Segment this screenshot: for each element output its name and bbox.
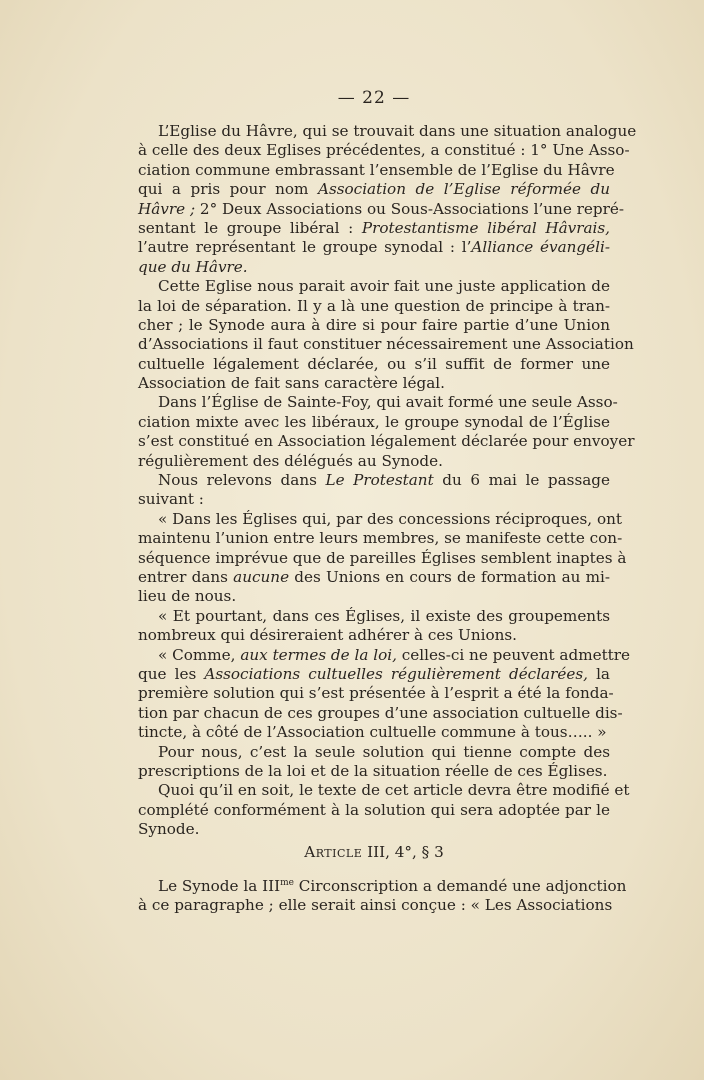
text-line: nombreux qui désireraient adhérer à ces Unions. [138,626,518,645]
paragraph-application [138,277,634,393]
text-run: celles-ci ne peuvent admettre [396,645,631,664]
text-line [138,180,610,199]
text-line: régulièrement des délégués au Synode. [138,451,443,470]
text-line: première solution qui s’est présentée à l’esprit a été la fonda- [138,684,614,703]
paragraph-sainte-foy [138,393,635,471]
text-run: la [587,664,610,683]
italic-emphasis: aux termes de la loi, [240,645,397,664]
paragraph-modification [138,781,630,839]
body-text [138,122,637,916]
paragraph-havre [138,122,637,277]
text-run: sentant le groupe libéral : [138,218,362,237]
text-line: ciation commune embrassant l’ensemble de l’Eglise du Hâvre [138,160,615,179]
article-number: III, 4°, § 3 [362,843,444,862]
text-run: des Unions en cours de formation au mi- [289,567,611,586]
text-line [138,665,610,684]
text-run: « Comme, [158,645,241,664]
paragraph-quote-1 [138,509,627,607]
paragraph-quote-3 [138,645,631,743]
text-line: à celle des deux Eglises précédentes, a constitué : 1° Une Asso- [138,141,630,160]
text-run: qui a pris pour nom [138,180,318,199]
text-run: que les [138,664,205,683]
text-line [138,568,610,587]
text-line [138,219,610,238]
paragraph-quote-2 [138,607,610,646]
text-line: à ce paragraphe ; elle serait ainsi conçue : « Les Associations [138,896,613,915]
text-line: Cette Eglise nous parait avoir fait une juste application de [158,277,610,296]
text-line: d’Associations il faut constituer nécessairement une Association [138,335,634,354]
text-line: Quoi qu’il en soit, le texte de cet article devra être modifié et [158,781,630,800]
article-heading [138,843,610,862]
text-line: Dans l’Église de Sainte-Foy, qui avait formé une seule Asso- [158,393,618,412]
text-line: Pour nous, c’est la seule solution qui tienne compte des [158,742,610,761]
text-line: L’Eglise du Hâvre, qui se trouvait dans une situation analogue [158,122,637,140]
text-line [138,258,610,277]
text-line [138,471,610,490]
paragraph-solution [138,743,610,782]
paragraph-synode [138,876,627,916]
text-run: Circonscription a demandé une adjonction [293,876,627,895]
paragraph-protestant [138,471,610,510]
italic-title: Hâvre ; [138,199,196,218]
text-line [138,199,624,219]
text-line: complété conformément à la solution qui sera adoptée par le [138,800,610,819]
italic-title: Alliance évangéli- [471,238,610,257]
italic-emphasis: Associations cultuelles régulièrement déclarées, [204,664,588,683]
text-run: Nous relevons dans [158,471,326,490]
text-line: cultuelle légalement déclarée, ou s’il suffit de former une [138,354,610,373]
text-run: Le Synode la III [158,876,281,895]
text-line: s’est constitué en Association légalement déclarée pour envoyer [138,432,635,451]
text-line: tincte, à côté de l’Association cultuelle commune à tous….. » [138,723,607,742]
italic-title: Association de l’Eglise réformée du [317,180,610,199]
text-line: Synode. [138,820,200,839]
page-number: — 22 — [337,88,411,108]
text-line: lieu de nous. [138,587,237,606]
italic-title: Protestantisme libéral Hâvrais, [361,218,610,237]
text-line [138,876,627,896]
text-line: ciation mixte avec les libéraux, le groupe synodal de l’Église [138,412,610,431]
text-line: suivant : [138,490,204,509]
italic-title: que du Hâvre. [138,257,248,276]
text-run: entrer dans [138,567,234,586]
text-line [138,238,610,257]
italic-title: Le Protestant [325,471,434,490]
text-line: prescriptions de la loi et de la situation réelle de ces Églises. [138,761,608,780]
text-line: « Et pourtant, dans ces Églises, il existe des groupements [158,606,610,625]
text-line: cher ; le Synode aura à dire si pour faire partie d’une Union [138,315,610,334]
text-line: « Dans les Églises qui, par des concessions réciproques, ont [158,509,622,528]
text-line: tion par chacun de ces groupes d’une association cultuelle dis- [138,703,623,722]
text-line: séquence imprévue que de pareilles Églises semblent inaptes à [138,548,627,567]
italic-emphasis: aucune [233,567,290,586]
text-run: 2° Deux Associations ou Sous-Associations l’une repré- [195,199,624,218]
article-word: Article [304,843,363,862]
superscript: me [280,877,294,888]
text-run: l’autre représentant le groupe synodal : l’ [138,238,472,257]
text-run: du 6 mai le passage [433,471,611,490]
text-line: la loi de séparation. Il y a là une question de principe à tran- [138,296,610,315]
text-line [138,645,631,665]
text-line: Association de fait sans caractère légal. [138,374,445,393]
section-spacer [138,863,610,877]
text-line: maintenu l’union entre leurs membres, se manifeste cette con- [138,529,623,548]
